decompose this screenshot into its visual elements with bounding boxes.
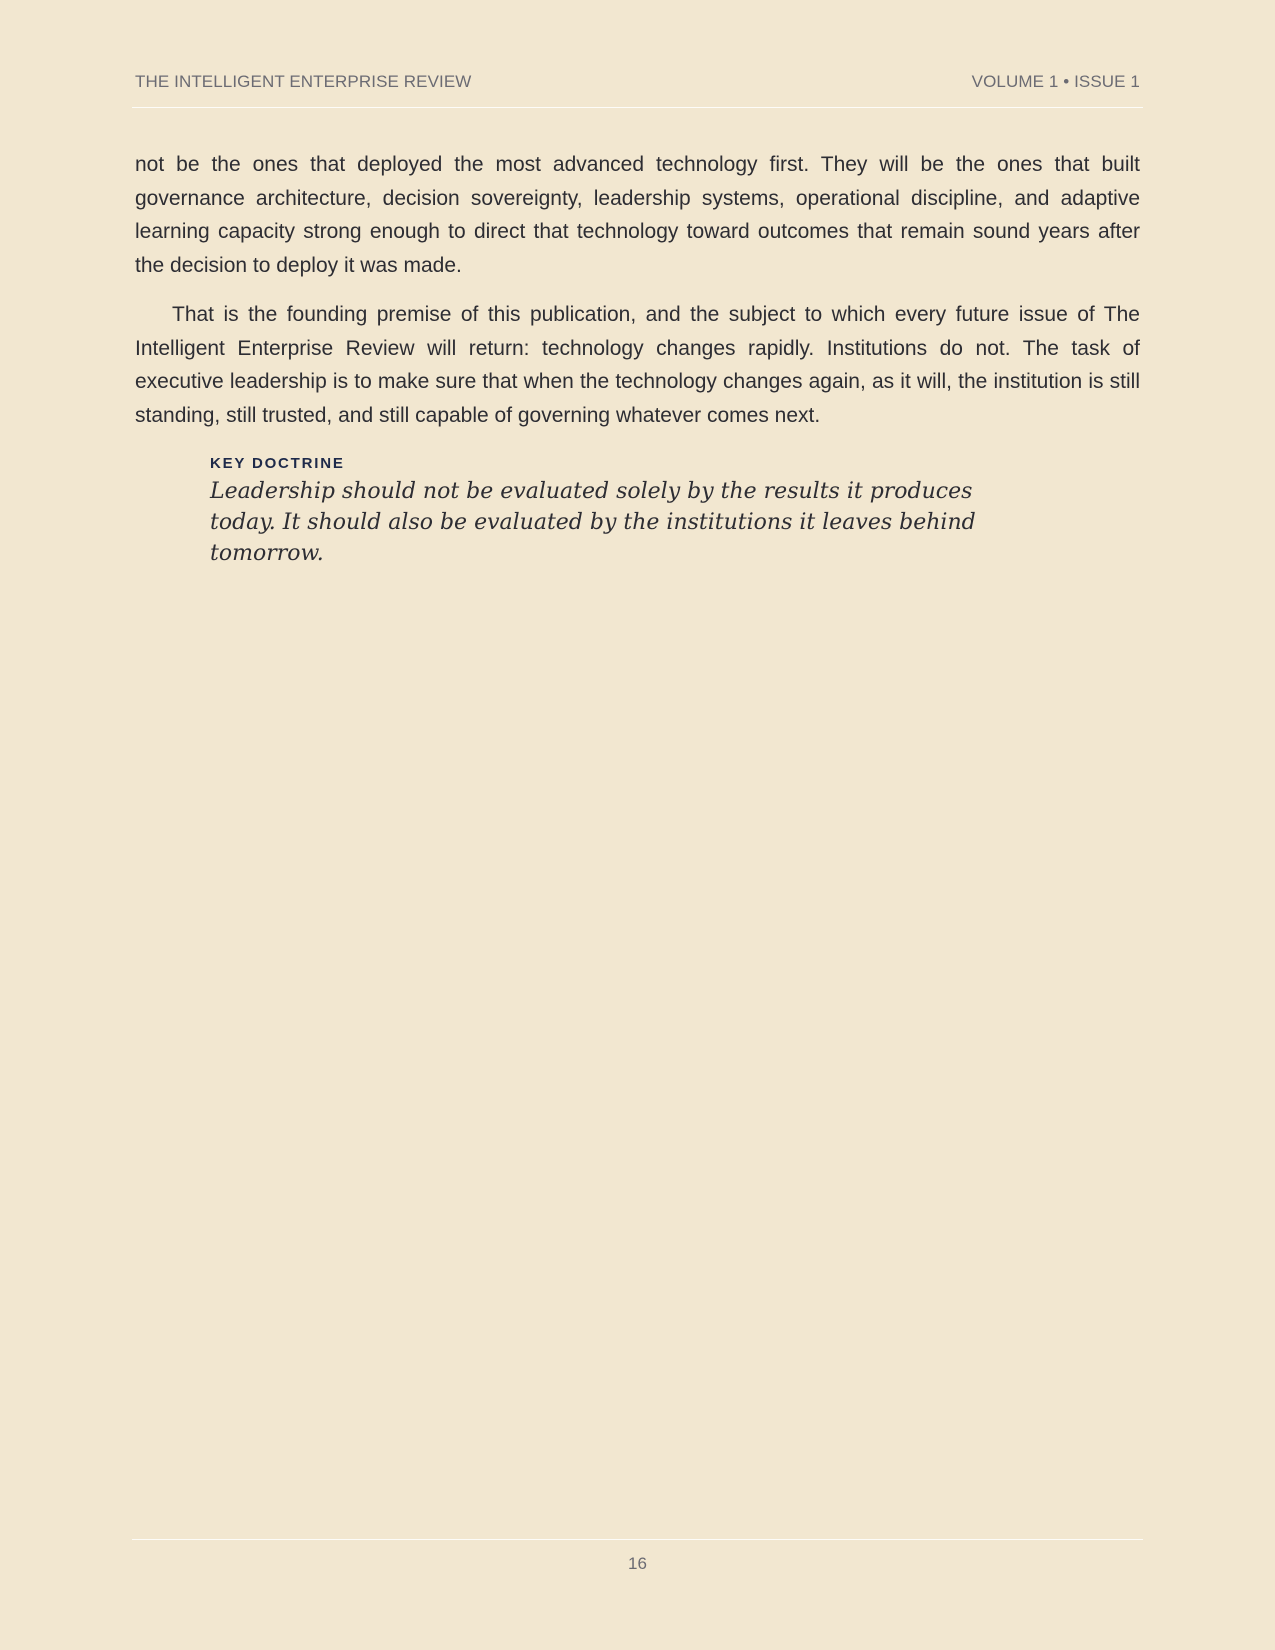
publication-title: THE INTELLIGENT ENTERPRISE REVIEW [135, 72, 472, 91]
footer-divider [132, 1539, 1143, 1540]
callout-label: KEY DOCTRINE [210, 455, 345, 472]
key-doctrine-callout [210, 455, 1010, 569]
article-body [135, 148, 1140, 448]
callout-quote: Leadership should not be evaluated solely by the results it produces today. It should also be evaluated by the institutions it leaves behind tomorrow. [210, 479, 976, 566]
body-paragraph: That is the founding premise of this publication, and the subject to which every future issue of The Intelligent Enterprise Review will return: technology changes rapidly. Institutions do not. The task of executive leadership is to make sure that when the technology changes again, as it will, the institution is still standing, still trusted, and still capable of governing whatever comes next. [135, 303, 1140, 427]
page-number: 16 [628, 1554, 647, 1573]
issue-label: VOLUME 1 • ISSUE 1 [971, 72, 1140, 91]
header-divider [132, 107, 1143, 108]
body-paragraph: not be the ones that deployed the most advanced technology first. They will be the ones that built governance architecture, decision sovereignty, leadership systems, operational discipline, and adaptive learning capacity strong enough to direct that technology toward outcomes that remain sound years after the decision to deploy it was made. [135, 153, 1140, 277]
running-header [135, 72, 1140, 92]
